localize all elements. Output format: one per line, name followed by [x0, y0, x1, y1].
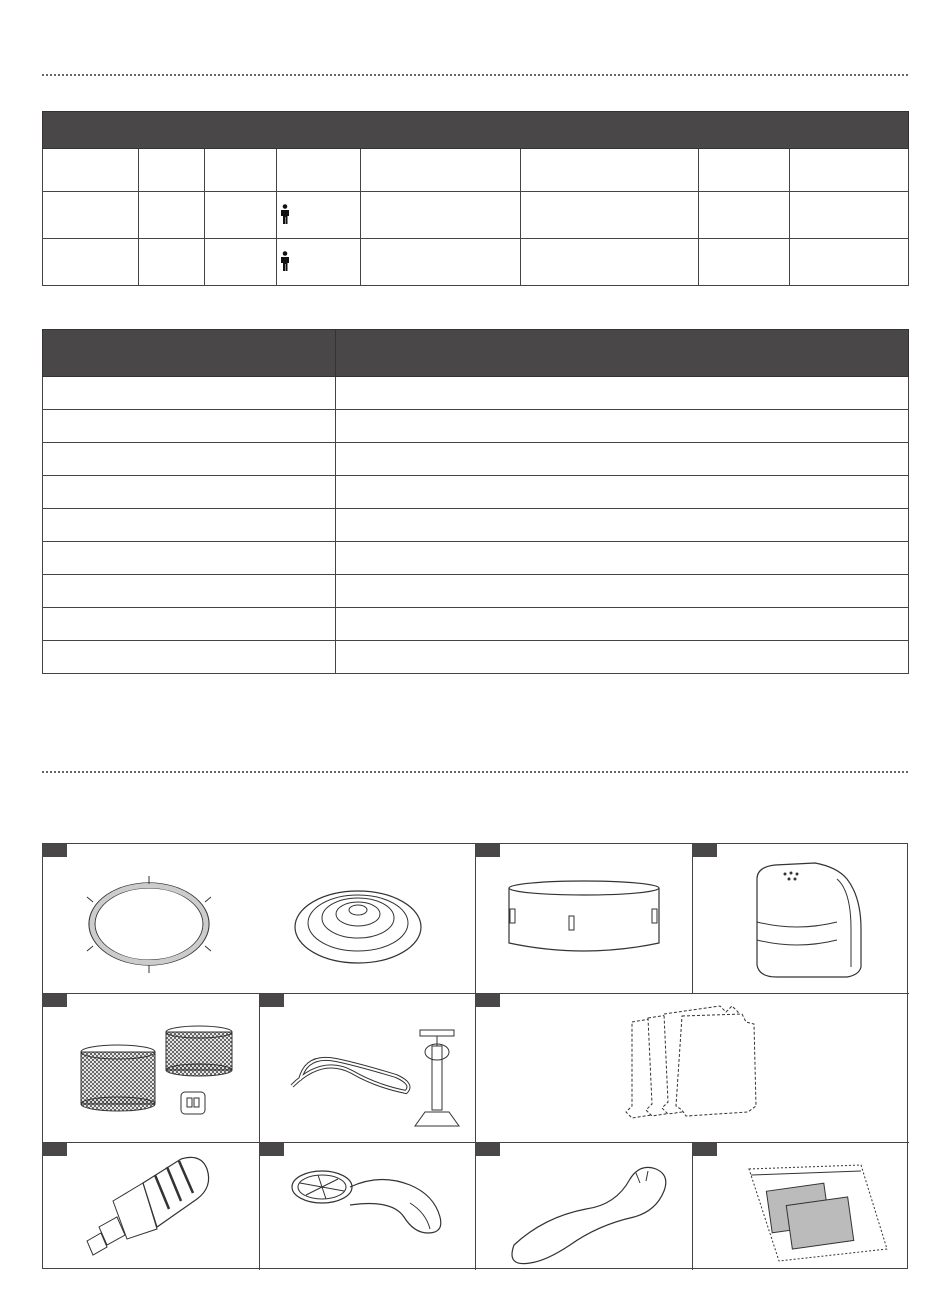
spec-table-column-headers	[43, 149, 909, 192]
parts-illustration-grid	[42, 843, 908, 1269]
parts-table-header-left	[43, 330, 336, 377]
parts-cell	[43, 476, 336, 509]
spec-col-header	[205, 149, 277, 192]
parts-cell	[336, 509, 909, 542]
table-row	[43, 641, 909, 674]
table-row	[43, 476, 909, 509]
person-icon	[280, 251, 290, 274]
repair-patch-icon	[693, 1143, 909, 1270]
spec-cell	[521, 239, 699, 286]
part-cell-valve-tool	[260, 1143, 476, 1270]
parts-cell	[43, 443, 336, 476]
person-icon	[280, 204, 290, 227]
parts-cell	[336, 542, 909, 575]
valve-tool-icon	[260, 1143, 476, 1270]
table-row	[43, 575, 909, 608]
table-row	[43, 377, 909, 410]
spec-cell	[361, 239, 521, 286]
filter-cartridges-icon	[43, 994, 260, 1143]
spec-table-header	[43, 112, 909, 149]
floor-mats-icon	[476, 994, 909, 1143]
parts-cell	[43, 377, 336, 410]
part-cell-hose-pump	[260, 994, 476, 1143]
connector-icon	[43, 1143, 260, 1270]
part-cell-pump-unit	[693, 844, 909, 994]
liner-ring-and-cover-icon	[43, 844, 476, 994]
spec-cell-capacity	[205, 239, 277, 286]
parts-cell	[336, 575, 909, 608]
table-row	[43, 443, 909, 476]
parts-cell	[336, 608, 909, 641]
parts-cell	[336, 410, 909, 443]
spec-col-header	[521, 149, 699, 192]
parts-cell	[43, 608, 336, 641]
table-row	[43, 608, 909, 641]
spec-cell	[43, 192, 139, 239]
spec-col-header	[790, 149, 909, 192]
part-cell-liner-cover	[43, 844, 476, 994]
spec-col-header	[139, 149, 205, 192]
section-divider-parts	[42, 771, 908, 773]
part-cell-wrench	[476, 1143, 693, 1270]
spec-cell	[521, 192, 699, 239]
table-row	[43, 542, 909, 575]
spec-cell	[361, 192, 521, 239]
parts-cell	[336, 476, 909, 509]
spec-cell	[139, 239, 205, 286]
parts-cell	[43, 509, 336, 542]
spa-tub-icon	[476, 844, 693, 994]
table-row	[43, 192, 909, 239]
spec-col-header	[277, 149, 361, 192]
part-cell-spa-tub	[476, 844, 693, 994]
part-cell-repair-patch	[693, 1143, 909, 1270]
parts-cell	[336, 641, 909, 674]
table-row	[43, 239, 909, 286]
spec-cell	[699, 192, 790, 239]
parts-cell	[43, 410, 336, 443]
part-cell-filter-cartridges	[43, 994, 260, 1143]
spec-cell	[699, 239, 790, 286]
section-divider-top	[42, 74, 908, 76]
parts-table-header-right	[336, 330, 909, 377]
hose-and-pump-icon	[260, 994, 476, 1143]
table-row	[43, 410, 909, 443]
spec-cell	[139, 192, 205, 239]
spec-col-header	[361, 149, 521, 192]
parts-cell	[336, 377, 909, 410]
parts-cell	[336, 443, 909, 476]
wrench-icon	[476, 1143, 693, 1270]
pump-unit-icon	[693, 844, 909, 994]
spec-table	[42, 111, 909, 286]
parts-cell	[43, 575, 336, 608]
part-cell-floor-mats	[476, 994, 909, 1143]
spec-cell	[790, 239, 909, 286]
parts-table	[42, 329, 909, 674]
spec-cell	[790, 192, 909, 239]
spec-col-header	[699, 149, 790, 192]
parts-cell	[43, 641, 336, 674]
spec-col-header	[43, 149, 139, 192]
spec-cell	[43, 239, 139, 286]
part-cell-connector	[43, 1143, 260, 1270]
parts-cell	[43, 542, 336, 575]
spec-cell-capacity	[205, 192, 277, 239]
table-row	[43, 509, 909, 542]
